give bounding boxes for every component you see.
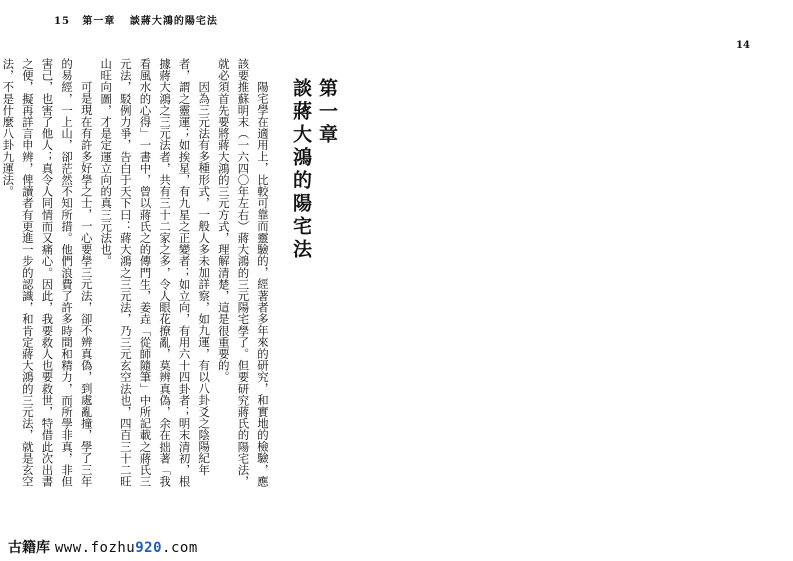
running-chapter-title: 談蔣大鴻的陽宅法 — [129, 16, 218, 27]
right-page-number: 14 — [736, 40, 750, 51]
vertical-body-text — [1, 58, 272, 498]
paragraph: 因為三元法有多種形式，一般人多未加詳察，如九運，有以八卦爻之陰陽紀年者，謂之靈運；如挨星，有九星之正變者；如立向，有用六十四卦者；明末清初，根據蔣大鴻之三元法者，共有三十二家之多，令人眼花撩亂，莫辨真偽，余在拙著「我看風水的心得」一書中，曾以蔣氏之的傳門生，姜垚「從師隨筆」中所記載之蔣氏三元法，駁例力爭，告白于天下曰：蔣大鴻之三元法，乃三元玄空法也，四百三十二旺山旺向圖，才是定運立向的真三元法也。 — [99, 58, 212, 488]
chapter-heading-text: 談蔣大鴻的陽宅法 — [290, 78, 312, 262]
running-chapter-label: 第一章 — [82, 16, 116, 27]
paragraph: 可是現在有許多好學之士，一心要學三元法，卻不辨真偽，到處亂撞，學了三年的易經，一上山，卻茫然不知所措。他們浪費了許多時間和精力，而所學非真，非但害己，也害了他人；真令人同情而又痛心。因此，我要救人也要救世，特借此次出書之便，擬再詳言申辨，俾讀者有更進一步的認識，和肯定蔣大鴻的三元法，就是玄空法，不是什麼八卦九運法。 — [1, 58, 94, 488]
running-header — [54, 12, 218, 27]
left-page-number: 15 — [54, 16, 70, 27]
site-url[interactable]: www.fozhu920.com — [54, 540, 198, 556]
chapter-label: 第一章 — [316, 78, 338, 147]
paragraph: 陽宅學在適用上，比較可靠而靈驗的，經著者多年來的研究，和實地的檢驗，應該要推蘇明末（一六四〇年左右）蔣大鴻的三元陽宅學了。但要研究蔣氏的陽宅法，就必須首先要將蔣大鴻的三元方式，理解清楚，這是很重要的。 — [216, 58, 270, 488]
brand-name: 古籍库 — [8, 540, 50, 556]
chapter-heading — [288, 78, 340, 262]
watermark-footer — [8, 537, 198, 557]
